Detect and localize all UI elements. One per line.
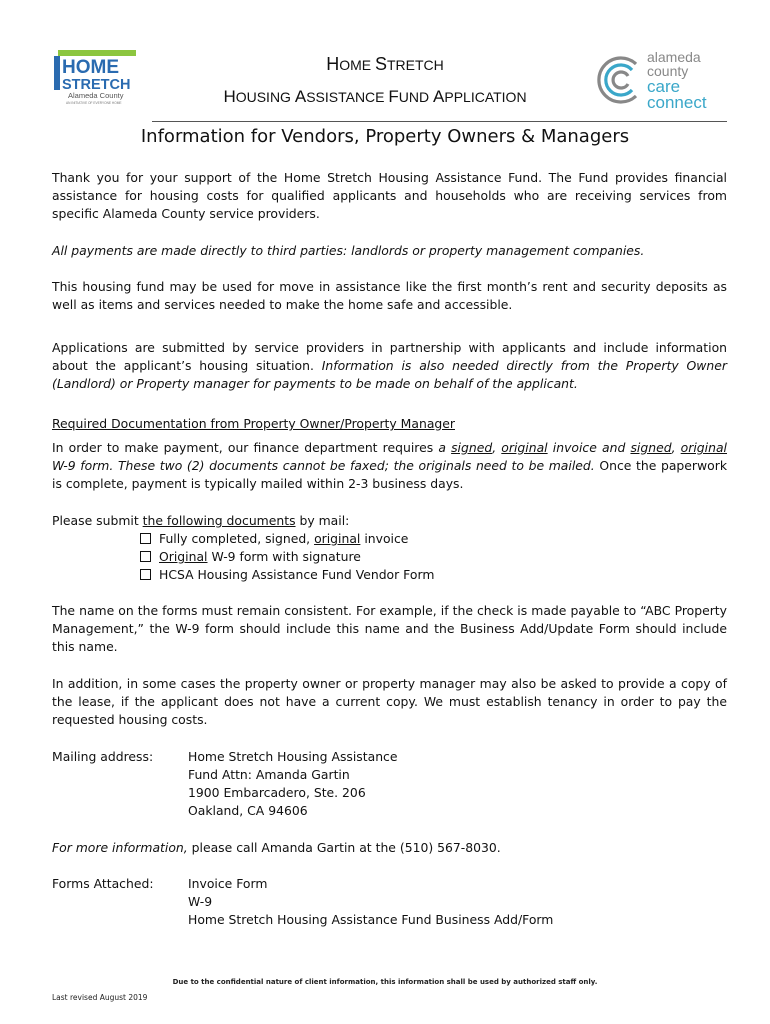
checklist-item-vendor-form: HCSA Housing Assistance Fund Vendor Form [140, 566, 434, 584]
consistency-paragraph: The name on the forms must remain consistent. For example, if the check is made payable to “ABC Property Management,” the W-9 form should include this name and the Business Add/Update Form should include this name. [52, 603, 727, 655]
required-docs-paragraph: In order to make payment, our finance department requires a signed, original invoice and signed, original W-9 form. These two (2) documents cannot be faxed; the originals need to be mailed. Once the paperwork is complete, payment is typically mailed within 2-3 business days. [52, 440, 727, 492]
logo-tagline-text: AN INITIATIVE OF EVERYONE HOME [66, 101, 122, 105]
logo-connect-text: connect [647, 93, 707, 112]
mailing-address-line: Oakland, CA 94606 [188, 803, 308, 818]
checkbox-icon [140, 551, 151, 562]
logo-stretch-text: STRETCH [62, 77, 131, 93]
logo-county-text: county [647, 63, 689, 79]
revision-date: Last revised August 2019 [52, 993, 148, 1002]
mailing-address-line: 1900 Embarcadero, Ste. 206 [188, 785, 366, 800]
checklist-item-w9: Original W-9 form with signature [140, 548, 361, 566]
forms-attached-item: Invoice Form [188, 876, 268, 891]
forms-attached-item: Home Stretch Housing Assistance Fund Business Add/Form [188, 912, 554, 927]
submit-instruction: Please submit the following documents by mail: [52, 513, 350, 528]
required-docs-heading: Required Documentation from Property Owner/Property Manager [52, 416, 455, 431]
header-title-line-1: HOME STRETCH [326, 54, 444, 74]
logo-home-text: HOME [62, 57, 119, 78]
logo-care-text: care [647, 77, 681, 96]
checklist-item-invoice: Fully completed, signed, original invoice [140, 530, 408, 548]
lease-paragraph: In addition, in some cases the property owner or property manager may also be asked to provide a copy of the lease, if the applicant does not have a current copy. We must establish tenancy in order to pay the requested housing costs. [52, 676, 727, 728]
confidentiality-note: Due to the confidential nature of client information, this information shall be used by authorized staff only. [172, 978, 598, 986]
mailing-address-line: Home Stretch Housing Assistance [188, 749, 398, 764]
page-subtitle: Information for Vendors, Property Owners & Managers [140, 126, 630, 147]
checkbox-icon [140, 569, 151, 580]
applications-paragraph: Applications are submitted by service providers in partnership with applicants and include information about the applicant’s housing situation. Information is also needed directly from the Property Owner (Landlord) or Property manager for payments to be made on behalf of the applicant. [52, 340, 727, 392]
forms-attached-item: W-9 [188, 894, 213, 909]
intro-paragraph: Thank you for your support of the Home Stretch Housing Assistance Fund. The Fund provides financial assistance for housing costs for qualified applicants and households who are receiving services from specific Alameda County service providers. [52, 170, 727, 222]
header-title-line-2: HOUSING ASSISTANCE FUND APPLICATION [223, 87, 527, 106]
checkbox-icon [140, 533, 151, 544]
usage-paragraph: This housing fund may be used for move in assistance like the first month’s rent and security deposits as well as items and services needed to make the home safe and accessible. [52, 279, 727, 313]
logo-alameda-text: alameda [647, 49, 701, 65]
header-divider [152, 121, 727, 122]
mailing-address-line: Fund Attn: Amanda Gartin [188, 767, 350, 782]
more-info-line: For more information, please call Amanda Gartin at the (510) 567-8030. [52, 840, 501, 855]
payments-paragraph: All payments are made directly to third parties: landlords or property management companies. [52, 243, 645, 258]
forms-attached-label: Forms Attached: [52, 876, 154, 891]
logo-county-text: Alameda County [68, 91, 124, 100]
mailing-address-label: Mailing address: [52, 749, 154, 764]
